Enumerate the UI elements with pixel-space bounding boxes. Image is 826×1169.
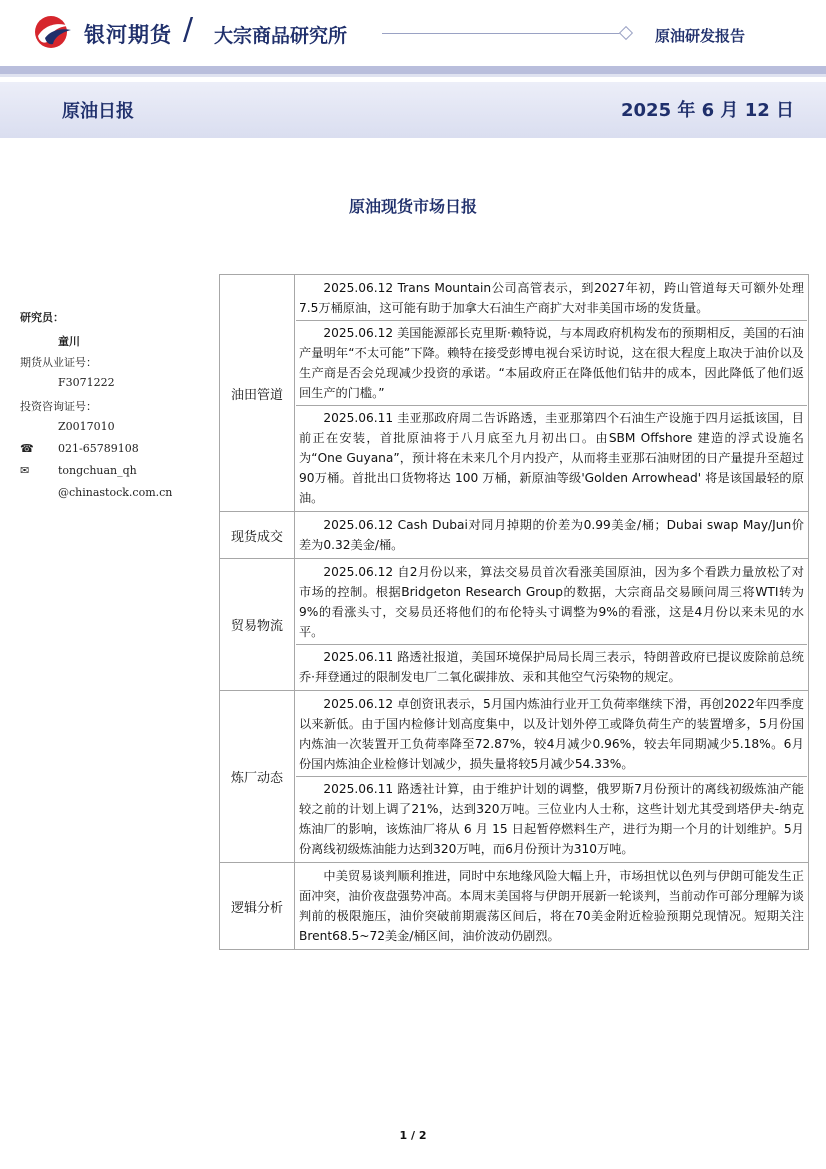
- news-item: 2025.06.12 Trans Mountain公司高管表示，到2027年初，跨山管道每天可额外处理7.5万桶原油，这可能有助于加拿大石油生产商扩大对非美国市场的发货量。: [299, 281, 804, 315]
- market-news-table: [219, 274, 809, 950]
- news-item: 2025.06.11 路透社计算，由于维护计划的调整，俄罗斯7月份预计的离线初级炼油产能较之前的计划上调了21%，达到320万吨。三位业内人士称，这些计划尤其受到塔伊夫-纳克炼油厂的影响，该炼油厂将从 6 月 15 日起暂停燃料生产，进行为期一个月的计划维护。5月份离线初级炼油能力达到320万吨，而6月份预计为310万吨。: [299, 782, 804, 856]
- license-number: F3071222: [58, 376, 115, 389]
- galaxy-futures-logo-icon: [33, 14, 73, 50]
- table-row: [220, 691, 809, 863]
- advisor-number: Z0017010: [58, 420, 115, 433]
- report-date: 2025 年 6 月 12 日: [621, 100, 795, 121]
- phone-icon: ☎: [20, 442, 34, 455]
- row-content: [295, 863, 809, 950]
- researcher-name: 童川: [58, 335, 80, 348]
- news-item: 2025.06.12 美国能源部长克里斯·赖特说，与本周政府机构发布的预期相反，美国的石油产量明年“不太可能”下降。赖特在接受彭博电视台采访时说，这在很大程度上取决于油价以及生产商是否会兑现减少投资的承诺。“本届政府正在降低他们钻井的成本，因此降低了他们返回生产的门槛。”: [299, 326, 804, 400]
- email-address-line2: @chinastock.com.cn: [58, 486, 173, 499]
- table-row: [220, 275, 809, 512]
- row-content: [295, 691, 809, 863]
- table-row: [220, 512, 809, 559]
- institute-name: 大宗商品研究所: [214, 25, 348, 47]
- row-content: [295, 559, 809, 691]
- header-rule: [382, 33, 622, 34]
- news-item: 2025.06.11 路透社报道，美国环境保护局局长周三表示，特朗普政府已提议废除前总统乔·拜登通过的限制发电厂二氧化碳排放、汞和其他空气污染物的规定。: [299, 650, 804, 684]
- news-item: 2025.06.11 圭亚那政府周二告诉路透，圭亚那第四个石油生产设施于四月运抵该国，目前正在安装，首批原油将于八月底至九月初出口。由SBM Offshore 建造的浮式设施名为“One Guyana”，预计将在未来几个月内投产，从而将圭亚那石油财团的日产量提升至超过90万桶。首批出口货物将达 100 万桶，新原油等级'Golden Arrowhead' 将是该国最轻的原油。: [299, 411, 804, 505]
- report-type: 原油研发报告: [655, 27, 746, 45]
- row-category: 炼厂动态: [220, 691, 295, 863]
- row-content: [295, 275, 809, 512]
- news-item: 2025.06.12 卓创资讯表示，5月国内炼油行业开工负荷率继续下滑，再创2022年四季度以来新低。由于国内检修计划高度集中，以及计划外停工或降负荷生产的装置增多，5月份国内炼油一次装置开工负荷率降至72.87%，较4月减少0.96%，较去年同期减少5.18%。6月份国内炼油企业检修计划减少，损失量将较5月减少54.33%。: [299, 697, 804, 771]
- news-item: 中美贸易谈判顺利推进，同时中东地缘风险大幅上升，市场担忧以色列与伊朗可能发生正面冲突，油价夜盘强势冲高。本周末美国将与伊朗开展新一轮谈判，当前动作可部分理解为谈判前的极限施压，油价突破前期震荡区间后，将在70美金附近检验预期兑现情况。短期关注Brent68.5~72美金/桶区间，油价波动仍剧烈。: [299, 869, 804, 943]
- document-title: 原油现货市场日报: [348, 197, 477, 216]
- email-icon: ✉: [20, 464, 30, 477]
- diamond-ornament-icon: [619, 26, 633, 40]
- row-category: 现货成交: [220, 512, 295, 559]
- row-category: 油田管道: [220, 275, 295, 512]
- table-row: [220, 559, 809, 691]
- news-item: 2025.06.12 Cash Dubai对同月掉期的价差为0.99美金/桶；Dubai swap May/Jun价差为0.32美金/桶。: [299, 518, 804, 552]
- news-item: 2025.06.12 自2月份以来，算法交易员首次看涨美国原油，因为多个看跌力量放松了对市场的控制。根据Bridgeton Research Group的数据，大宗商品交易顾问周三将WTI转为9%的看涨头寸，交易员还将他们的布伦特头寸调整为9%的看涨，这是4月份以来未见的水平。: [299, 565, 804, 639]
- advisor-label: 投资咨询证号：: [20, 400, 97, 413]
- researcher-label: 研究员：: [20, 311, 64, 324]
- page-header: [0, 0, 826, 70]
- row-content: [295, 512, 809, 559]
- email-address-line1: tongchuan_qh: [58, 464, 137, 477]
- row-category: 贸易物流: [220, 559, 295, 691]
- header-stripe: [0, 66, 826, 74]
- license-label: 期货从业证号：: [20, 356, 97, 369]
- brand-name: 银河期货: [84, 23, 172, 47]
- phone-number: 021-65789108: [58, 442, 139, 455]
- page-number: 1 / 2: [399, 1129, 427, 1142]
- row-category: 逻辑分析: [220, 863, 295, 950]
- report-title: 原油日报: [62, 101, 134, 122]
- header-divider: /: [183, 12, 194, 47]
- table-row: [220, 863, 809, 950]
- header-stripe-light: [0, 74, 826, 77]
